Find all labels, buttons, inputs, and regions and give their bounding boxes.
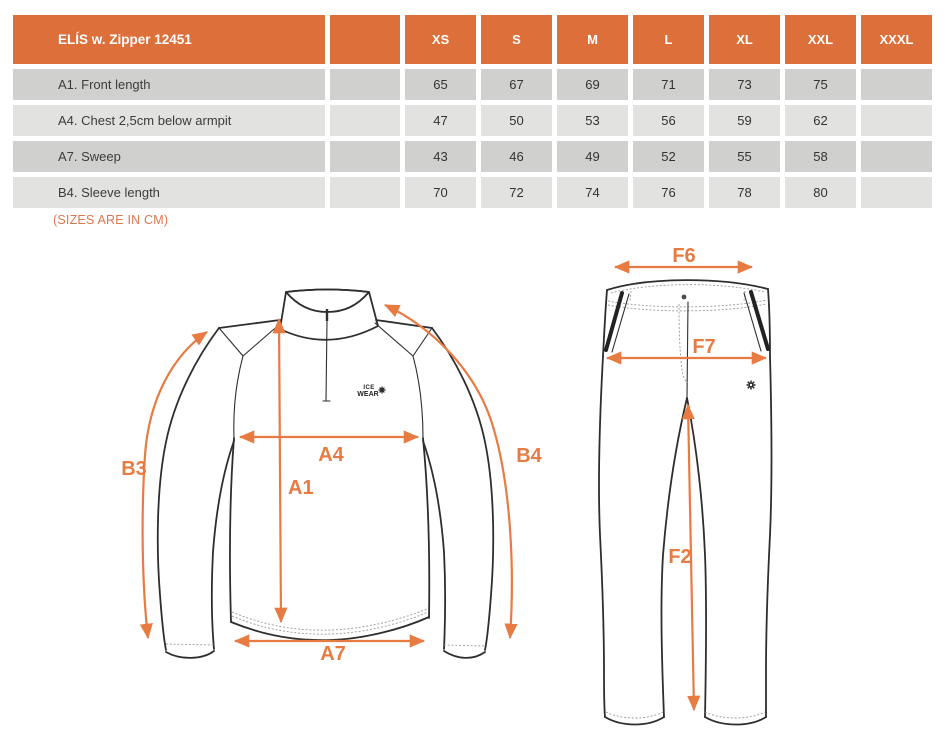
spacer-cell: [330, 15, 400, 64]
value-cell: 65: [405, 69, 476, 100]
icewear-logo: [357, 385, 385, 398]
right-leg-outer: [766, 356, 772, 717]
value-cell: [861, 105, 932, 136]
measure-label-a1: A1: [288, 477, 314, 499]
logo-line2: WEAR: [357, 391, 379, 398]
spacer-cell: [330, 177, 400, 208]
measure-label-f7: F7: [692, 336, 716, 358]
value-cell: 76: [633, 177, 704, 208]
measure-label-a4: A4: [318, 444, 344, 466]
value-cell: 47: [405, 105, 476, 136]
row-label: B4. Sleeve length: [13, 177, 325, 208]
size-header-xl: XL: [709, 15, 780, 64]
measure-label-f2: F2: [668, 546, 692, 568]
size-header-xxxl: XXXL: [861, 15, 932, 64]
row-label: A7. Sweep: [13, 141, 325, 172]
product-title: ELÍS w. Zipper 12451: [13, 15, 325, 64]
row-label: A4. Chest 2,5cm below armpit: [13, 105, 325, 136]
zipper: [323, 309, 330, 401]
measure-arrow-a1: [279, 319, 281, 622]
value-cell: 46: [481, 141, 552, 172]
pants-outline: [599, 280, 772, 724]
body-right-side: [423, 438, 429, 618]
measure-arrow-b3: [143, 332, 207, 638]
table-row: [13, 177, 932, 208]
left-leg-outer: [599, 356, 605, 717]
value-cell: 69: [557, 69, 628, 100]
size-header-m: M: [557, 15, 628, 64]
measure-label-b4: B4: [516, 445, 542, 467]
value-cell: 58: [785, 141, 856, 172]
value-cell: 62: [785, 105, 856, 136]
value-cell: 49: [557, 141, 628, 172]
snowflake-icon: [747, 381, 756, 390]
table-row: [13, 141, 932, 172]
value-cell: [861, 177, 932, 208]
table-header-row: [13, 15, 932, 64]
sweater-drawing: [100, 268, 560, 680]
fly-seam: [687, 302, 688, 398]
row-label: A1. Front length: [13, 69, 325, 100]
table-row: [13, 69, 932, 100]
units-note: (SIZES ARE IN CM): [53, 213, 169, 227]
size-header-xs: XS: [405, 15, 476, 64]
snowflake-icon: [379, 387, 386, 394]
pants-measurements: [607, 245, 766, 710]
measure-label-b3: B3: [121, 458, 147, 480]
value-cell: 78: [709, 177, 780, 208]
value-cell: 50: [481, 105, 552, 136]
value-cell: 70: [405, 177, 476, 208]
measure-label-f6: F6: [672, 245, 696, 267]
measure-label-a7: A7: [320, 643, 346, 665]
value-cell: 71: [633, 69, 704, 100]
value-cell: 56: [633, 105, 704, 136]
size-table: [8, 10, 937, 213]
value-cell: 43: [405, 141, 476, 172]
size-header-s: S: [481, 15, 552, 64]
right-sleeve: [432, 328, 493, 650]
value-cell: 67: [481, 69, 552, 100]
sweater-measurements: [121, 305, 542, 665]
pants-drawing: [590, 245, 785, 740]
value-cell: 74: [557, 177, 628, 208]
value-cell: 73: [709, 69, 780, 100]
spacer-cell: [330, 141, 400, 172]
waist-button: [682, 295, 687, 300]
table-row: [13, 105, 932, 136]
value-cell: 59: [709, 105, 780, 136]
value-cell: 75: [785, 69, 856, 100]
spacer-cell: [330, 105, 400, 136]
value-cell: 52: [633, 141, 704, 172]
value-cell: 72: [481, 177, 552, 208]
value-cell: 80: [785, 177, 856, 208]
measure-arrow-b4: [385, 305, 512, 638]
logo-line1: ICE: [363, 385, 375, 391]
value-cell: 55: [709, 141, 780, 172]
spacer-cell: [330, 69, 400, 100]
size-header-l: L: [633, 15, 704, 64]
value-cell: 53: [557, 105, 628, 136]
collar-inner: [286, 290, 369, 313]
size-header-xxl: XXL: [785, 15, 856, 64]
left-pocket: [606, 293, 622, 350]
hem: [231, 617, 429, 640]
body-left-side: [230, 438, 234, 622]
value-cell: [861, 69, 932, 100]
right-pocket: [751, 292, 768, 349]
value-cell: [861, 141, 932, 172]
